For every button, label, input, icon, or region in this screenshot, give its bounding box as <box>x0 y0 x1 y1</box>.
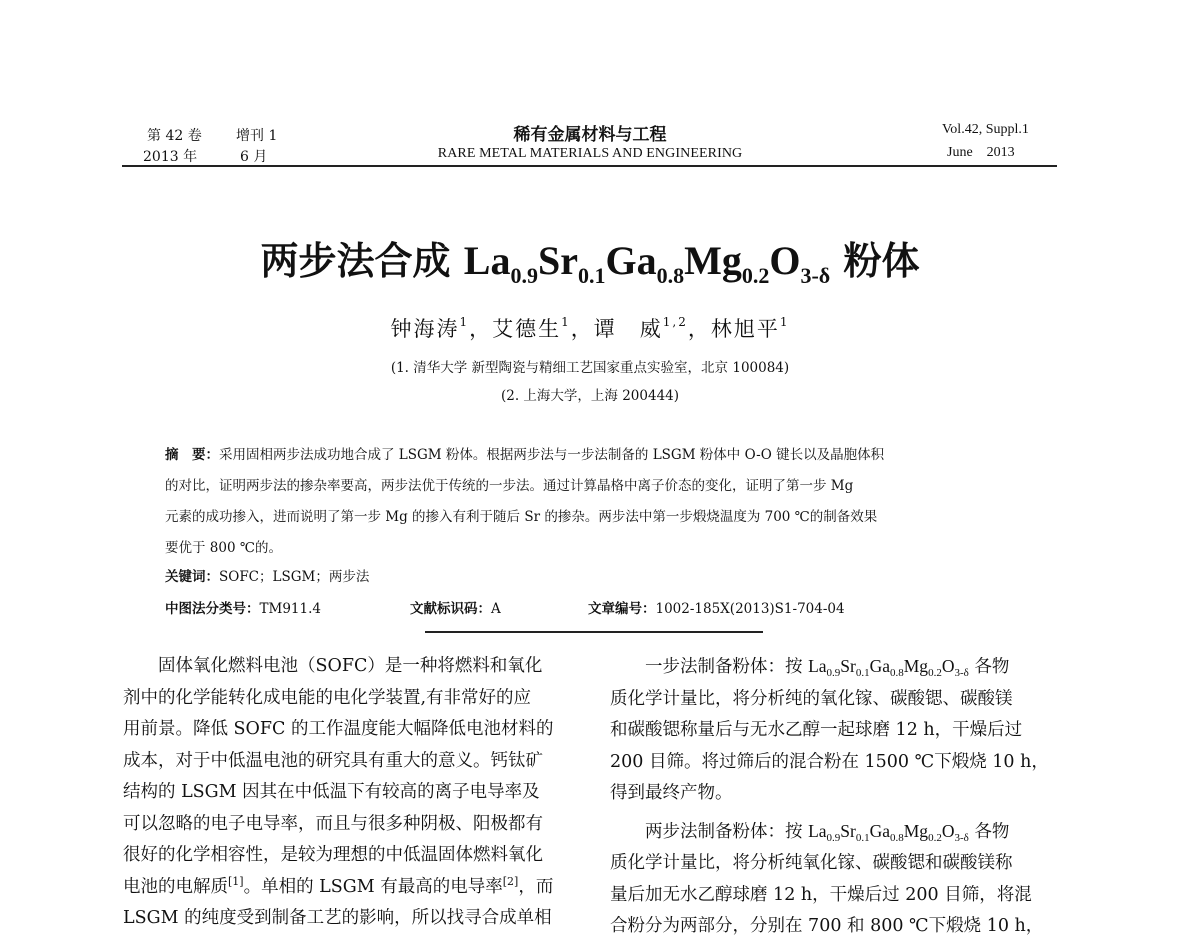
formula-subscript: 0.8 <box>890 667 904 679</box>
formula-subscript: 0.1 <box>577 263 606 288</box>
citation-ref[interactable]: [2] <box>502 874 519 888</box>
clc-number <box>165 597 321 617</box>
title-suffix: 粉体 <box>830 239 920 283</box>
author-affiliation-mark: 1,2 <box>662 315 688 329</box>
left-column <box>123 651 554 935</box>
right-column <box>610 651 1049 943</box>
author-name: 艾德生 <box>492 317 562 341</box>
month-cn: 6 月 <box>240 149 268 165</box>
formula-element: La <box>808 656 827 676</box>
date-en: June 2013 <box>947 145 1015 160</box>
body-text: 。单相的 LSGM 有最高的电导率 <box>243 876 503 897</box>
formula-subscript: 0.9 <box>826 667 841 679</box>
formula-element: La <box>808 820 827 841</box>
abstract-line: 的对比，证明两步法的掺杂率要高，两步法优于传统的一步法。通过计算晶格中离子价态的变化，证明了第一步 Mg <box>165 478 854 494</box>
body-line-refs <box>123 872 554 904</box>
formula-element: Mg <box>684 238 742 283</box>
body-text: ，而 <box>518 876 554 897</box>
formula-element: Ga <box>869 820 890 841</box>
author-separator: ， <box>687 317 711 341</box>
author-list <box>0 313 1180 343</box>
article-value: 1002-185X(2013)S1-704-04 <box>655 601 845 617</box>
formula-subscript: 0.2 <box>928 667 942 679</box>
body-line: 结构的 LSGM 因其在中低温下有较高的离子电导率及 <box>123 782 540 802</box>
doc-label: 文献标识码： <box>410 601 491 617</box>
body-line: 得到最终产物。 <box>610 783 733 803</box>
body-line-formula <box>610 651 1049 684</box>
body-text: 一步法制备粉体：按 <box>610 657 809 677</box>
body-line: 很好的化学相容性，是较为理想的中低温固体燃料氧化 <box>123 845 543 865</box>
author-name: 谭 威 <box>593 317 663 341</box>
formula-subscript: 0.9 <box>826 831 841 844</box>
suppl-cn: 增刊 1 <box>236 128 278 144</box>
body-text: 各物 <box>968 821 1010 842</box>
doc-value: A <box>491 601 501 617</box>
body-line: LSGM 的纯度受到制备工艺的影响，所以找寻合成单相 <box>123 908 552 928</box>
formula-subscript: 3-δ <box>800 263 831 288</box>
abstract-line: 要优于 800 ℃的。 <box>165 540 282 556</box>
body-formula <box>808 656 969 679</box>
formula-subscript: 0.1 <box>855 667 870 679</box>
body-line: 用前景。降低 SOFC 的工作温度能大幅降低电池材料的 <box>123 719 554 739</box>
body-line: 和碳酸锶称量后与无水乙醇一起球磨 12 h，干燥后过 <box>610 720 1023 740</box>
formula-subscript: 0.9 <box>510 263 538 288</box>
formula-subscript: 3-δ <box>954 667 969 679</box>
body-text: 各物 <box>968 657 1010 677</box>
formula-element: Mg <box>903 656 929 676</box>
formula-subscript: 0.8 <box>656 263 685 288</box>
body-formula <box>808 820 969 844</box>
paper-title <box>0 230 1180 288</box>
formula-element: Sr <box>537 238 578 283</box>
article-number <box>588 597 845 617</box>
keywords <box>165 565 369 585</box>
formula-element: O <box>941 656 955 676</box>
abstract <box>165 440 1035 564</box>
year-cn: 2013 年 <box>143 149 198 165</box>
formula-subscript: 0.2 <box>928 831 942 844</box>
abstract-label: 摘 要： <box>165 447 219 463</box>
body-line: 质化学计量比，将分析纯的氧化镓、碳酸锶、碳酸镁 <box>610 688 1013 709</box>
clc-value: TM911.4 <box>259 601 321 617</box>
formula-element: La <box>463 238 511 283</box>
body-line: 成本，对于中低温电池的研究具有重大的意义。钙钛矿 <box>123 750 543 771</box>
formula-element: Mg <box>903 820 929 841</box>
formula-subscript: 3-δ <box>954 831 969 844</box>
formula-element: O <box>769 238 801 283</box>
doc-code <box>410 597 501 617</box>
body-line-formula <box>610 816 1049 849</box>
article-label: 文章编号： <box>588 601 656 617</box>
title-formula <box>463 238 831 288</box>
title-prefix: 两步法合成 <box>260 239 464 283</box>
body-text: 两步法制备粉体：按 <box>610 821 809 842</box>
body-line: 剂中的化学能转化成电能的电化学装置,有非常好的应 <box>123 687 532 708</box>
formula-element: Ga <box>605 238 657 283</box>
journal-title-en: RARE METAL MATERIALS AND ENGINEERING <box>437 146 743 161</box>
abstract-line: 采用固相两步法成功地合成了 LSGM 粉体。根据两步法与一步法制备的 LSGM 粉体中 O-O 键长以及晶胞体积 <box>219 447 885 463</box>
volume-cn: 第 42 卷 <box>147 128 202 144</box>
body-line: 200 目筛。将过筛后的混合粉在 1500 ℃下煅烧 10 h， <box>610 751 1049 772</box>
abstract-line: 元素的成功掺入，进而说明了第一步 Mg 的掺入有利于随后 Sr 的掺杂。两步法中第一步煅烧温度为 700 ℃的制备效果 <box>165 509 878 525</box>
journal-title-cn: 稀有金属材料与工程 <box>513 125 667 145</box>
abstract-rule <box>425 631 763 633</box>
body-line: 量后加无水乙醇球磨 12 h，干燥后过 200 目筛，将混 <box>610 884 1032 905</box>
citation-ref[interactable]: [1] <box>228 874 244 888</box>
clc-label: 中图法分类号： <box>165 601 260 617</box>
volume-en: Vol.42, Suppl.1 <box>942 122 1029 137</box>
formula-subscript: 0.2 <box>741 263 770 288</box>
affiliation-1: (1. 清华大学 新型陶瓷与精细工艺国家重点实验室，北京 100084) <box>390 360 790 376</box>
author-name: 钟海涛 <box>390 317 460 341</box>
formula-element: O <box>941 820 955 841</box>
body-line: 固体氧化燃料电池（SOFC）是一种将燃料和氧化 <box>123 656 543 676</box>
affiliation-2: (2. 上海大学，上海 200444) <box>500 388 680 404</box>
author-name: 林旭平 <box>710 317 780 341</box>
header-rule <box>122 165 1057 167</box>
author-separator: ， <box>469 317 493 341</box>
author-separator: ， <box>570 317 594 341</box>
author-affiliation-mark: 1 <box>779 315 790 329</box>
body-line: 合粉分为两部分，分别在 700 和 800 ℃下煅烧 10 h， <box>610 916 1044 936</box>
body-line: 可以忽略的电子电导率，而且与很多种阴极、阳极都有 <box>123 813 543 834</box>
author-affiliation-mark: 1 <box>459 315 470 329</box>
formula-element: Sr <box>840 656 856 676</box>
formula-subscript: 0.8 <box>890 831 904 844</box>
body-line: 质化学计量比，将分析纯氧化镓、碳酸锶和碳酸镁称 <box>610 853 1013 873</box>
author-affiliation-mark: 1 <box>561 315 571 329</box>
formula-element: Ga <box>869 656 890 676</box>
formula-subscript: 0.1 <box>855 831 870 844</box>
formula-element: Sr <box>840 820 856 841</box>
body-text: 电池的电解质 <box>123 876 228 897</box>
keywords-label: 关键词： <box>165 569 219 585</box>
keywords-value: SOFC；LSGM；两步法 <box>219 569 370 585</box>
